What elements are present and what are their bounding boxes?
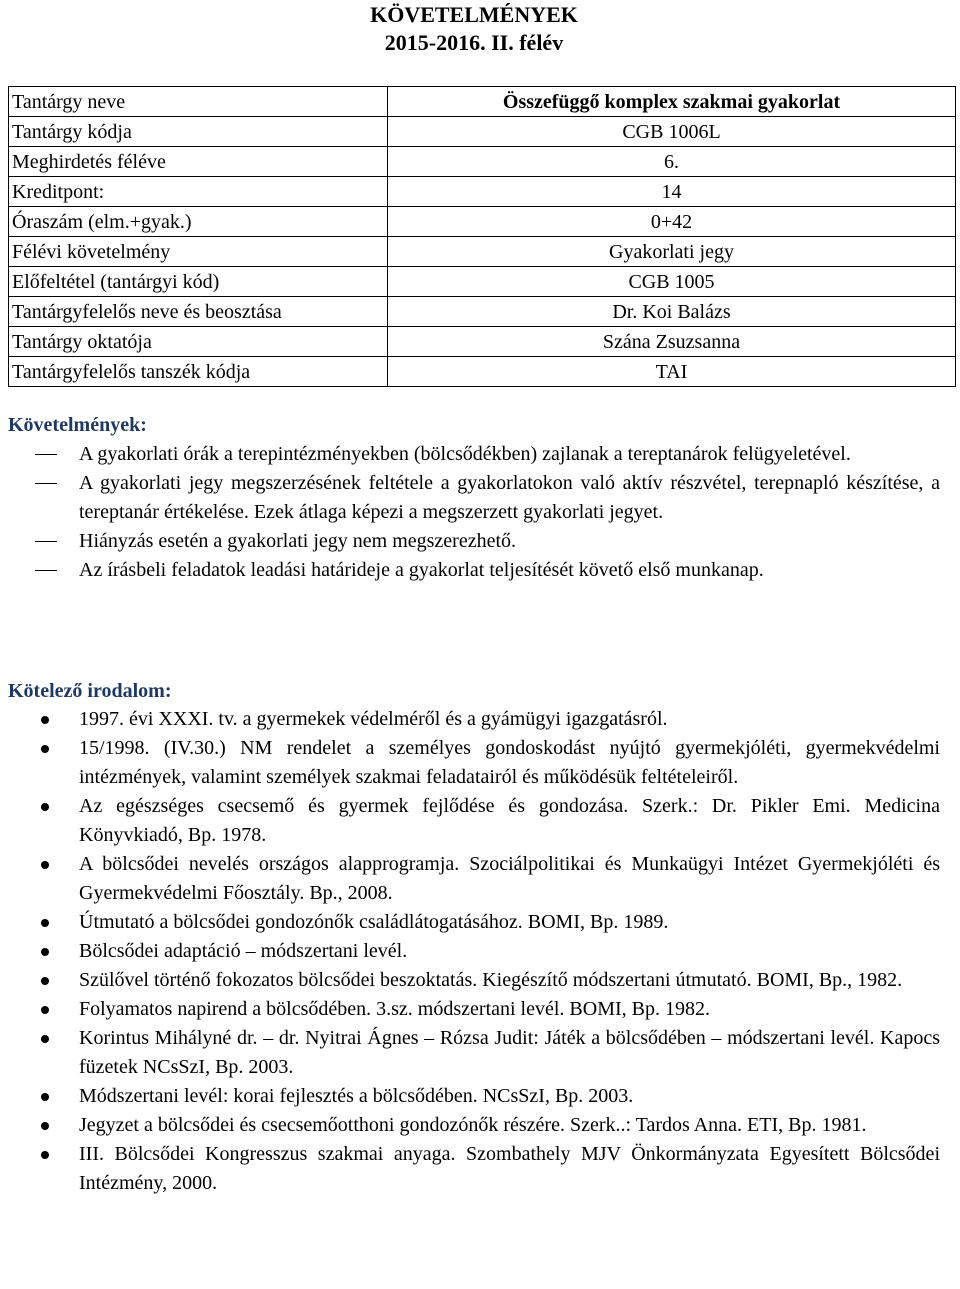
list-item-text: 1997. évi XXXI. tv. a gyermekek védelméről és a gyámügyi igazgatásról.: [79, 708, 668, 730]
row-label: Tantárgy kódja: [9, 117, 388, 147]
list-item: [0, 556, 940, 585]
list-item: [0, 527, 940, 556]
dash-bullet-icon: [35, 541, 57, 542]
list-item-text: III. Bölcsődei Kongresszus szakmai anyaga. Szombathely MJV Önkormányzata Egyesített Bölcsődei Intézmény, 2000.: [79, 1143, 940, 1194]
row-value: CGB 1005: [388, 267, 956, 297]
table-row: [9, 327, 956, 357]
table-row: [9, 147, 956, 177]
table-row: [9, 237, 956, 267]
dot-bullet-icon: [41, 1006, 49, 1014]
row-value: 0+42: [388, 207, 956, 237]
list-item: [0, 850, 940, 908]
list-item-text: Bölcsődei adaptáció – módszertani levél.: [79, 940, 408, 962]
literature-list: [0, 705, 940, 1198]
list-item: [0, 995, 940, 1024]
table-row: [9, 357, 956, 387]
dot-bullet-icon: [41, 919, 49, 927]
requirements-list: [0, 440, 940, 585]
row-value: Dr. Koi Balázs: [388, 297, 956, 327]
list-item: [0, 705, 940, 734]
document-subtitle: 2015-2016. II. félév: [384, 30, 564, 55]
requirements-heading: Követelmények:: [8, 414, 147, 436]
table-row: [9, 87, 956, 117]
dot-bullet-icon: [41, 1093, 49, 1101]
list-item: [0, 1140, 940, 1198]
row-label: Félévi követelmény: [9, 237, 388, 267]
row-label: Kreditpont:: [9, 177, 388, 207]
list-item: [0, 1082, 940, 1111]
dot-bullet-icon: [41, 803, 49, 811]
list-item-text: Az írásbeli feladatok leadási határideje a gyakorlat teljesítését követő első munkanap.: [79, 559, 764, 581]
course-info-table: [8, 86, 956, 387]
list-item-text: Útmutató a bölcsődei gondozónők családlátogatásához. BOMI, Bp. 1989.: [79, 911, 669, 933]
row-value: CGB 1006L: [388, 117, 956, 147]
row-value: TAI: [388, 357, 956, 387]
dash-bullet-icon: [35, 454, 57, 455]
row-label: Tantárgyfelelős tanszék kódja: [9, 357, 388, 387]
list-item: [0, 792, 940, 850]
dash-bullet-icon: [35, 570, 57, 571]
list-item: [0, 440, 940, 469]
list-item: [0, 1024, 940, 1082]
list-item: [0, 1111, 940, 1140]
list-item-text: Az egészséges csecsemő és gyermek fejlődése és gondozása. Szerk.: Dr. Pikler Emi. Medicina Könyvkiadó, Bp. 1978.: [79, 795, 940, 846]
row-label: Előfeltétel (tantárgyi kód): [9, 267, 388, 297]
list-item-text: Módszertani levél: korai fejlesztés a bölcsődében. NCsSzI, Bp. 2003.: [79, 1085, 634, 1107]
list-item-text: Hiányzás esetén a gyakorlati jegy nem megszerezhető.: [79, 530, 517, 552]
dot-bullet-icon: [41, 977, 49, 985]
list-item: [0, 469, 940, 527]
list-item-text: Szülővel történő fokozatos bölcsődei beszoktatás. Kiegészítő módszertani útmutató. BOMI, Bp., 1982.: [79, 969, 903, 991]
row-value: Összefüggő komplex szakmai gyakorlat: [388, 87, 956, 117]
table-row: [9, 207, 956, 237]
dot-bullet-icon: [41, 1122, 49, 1130]
table-row: [9, 297, 956, 327]
table-row: [9, 117, 956, 147]
list-item-text: 15/1998. (IV.30.) NM rendelet a személyes gondoskodást nyújtó gyermekjóléti, gyermekvédelmi intézmények, valamint személyek szakmai feladatairól és működésük feltételeiről.: [79, 737, 940, 788]
dot-bullet-icon: [41, 948, 49, 956]
dot-bullet-icon: [41, 716, 49, 724]
dot-bullet-icon: [41, 1151, 49, 1159]
list-item-text: Folyamatos napirend a bölcsődében. 3.sz. módszertani levél. BOMI, Bp. 1982.: [79, 998, 710, 1020]
literature-heading: Kötelező irodalom:: [8, 680, 172, 702]
row-value: Gyakorlati jegy: [388, 237, 956, 267]
dot-bullet-icon: [41, 1035, 49, 1043]
list-item-text: A bölcsődei nevelés országos alapprogramja. Szociálpolitikai és Munkaügyi Intézet Gyermekjóléti és Gyermekvédelmi Főosztály. Bp., 2008.: [79, 853, 940, 904]
list-item-text: Korintus Mihályné dr. – dr. Nyitrai Ágnes – Rózsa Judit: Játék a bölcsődében – módszertani levél. Kapocs füzetek NCsSzI, Bp. 2003.: [79, 1027, 940, 1078]
document-title: KÖVETELMÉNYEK: [370, 2, 578, 27]
row-value: 6.: [388, 147, 956, 177]
list-item-text: A gyakorlati órák a terepintézményekben (bölcsődékben) zajlanak a tereptanárok felügyeletével.: [79, 443, 851, 465]
list-item-text: A gyakorlati jegy megszerzésének feltétele a gyakorlatokon való aktív részvétel, terepnapló készítése, a tereptanár értékelése. Ezek átlaga képezi a megszerzett gyakorlati jegyet.: [79, 472, 940, 523]
list-item: [0, 734, 940, 792]
dash-bullet-icon: [35, 483, 57, 484]
row-value: 14: [388, 177, 956, 207]
row-label: Tantárgyfelelős neve és beosztása: [9, 297, 388, 327]
list-item-text: Jegyzet a bölcsődei és csecsemőotthoni gondozónők részére. Szerk..: Tardos Anna. ETI, Bp. 1981.: [79, 1114, 867, 1136]
dot-bullet-icon: [41, 861, 49, 869]
list-item: [0, 966, 940, 995]
row-label: Meghirdetés féléve: [9, 147, 388, 177]
row-label: Óraszám (elm.+gyak.): [9, 207, 388, 237]
table-row: [9, 177, 956, 207]
row-label: Tantárgy oktatója: [9, 327, 388, 357]
row-value: Szána Zsuzsanna: [388, 327, 956, 357]
list-item: [0, 937, 940, 966]
table-row: [9, 267, 956, 297]
dot-bullet-icon: [41, 745, 49, 753]
list-item: [0, 908, 940, 937]
row-label: Tantárgy neve: [9, 87, 388, 117]
